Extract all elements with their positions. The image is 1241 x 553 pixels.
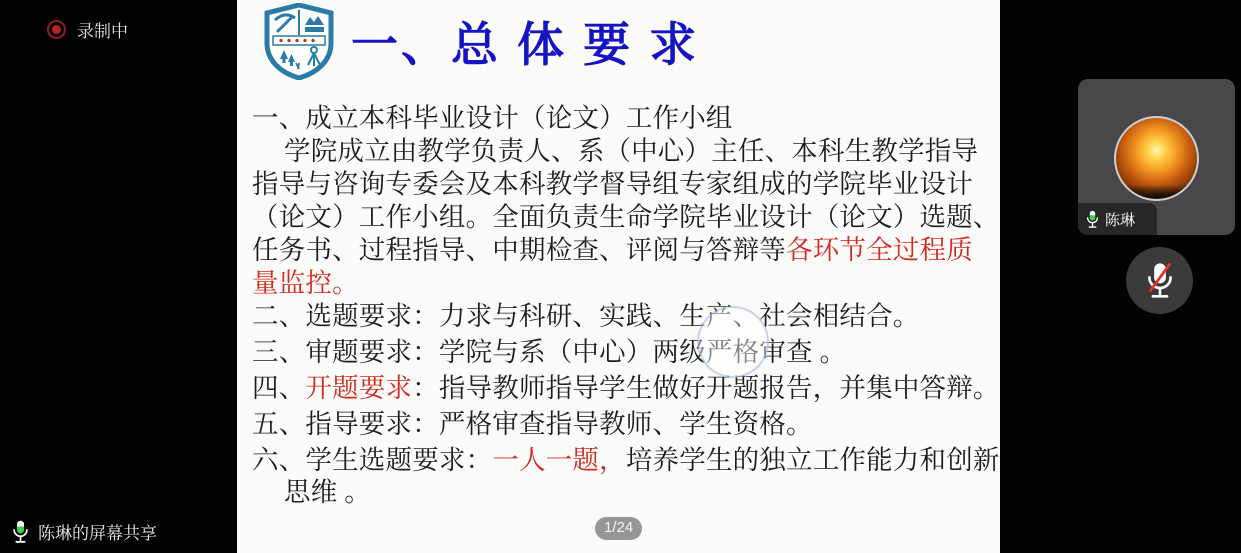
university-crest-logo — [263, 3, 335, 80]
page-indicator: 1/24 — [595, 517, 642, 540]
recording-label: 录制中 — [77, 22, 128, 41]
slide-line: 指导与咨询专委会及本科教学督导组专家组成的学院毕业设计 — [252, 169, 973, 199]
slide-line: 思维 。 — [284, 477, 371, 507]
slide-line: 五、指导要求：严格审查指导教师、学生资格。 — [252, 409, 813, 439]
microphone-icon — [12, 520, 29, 544]
participant-tile[interactable] — [1078, 79, 1235, 235]
participant-name: 陈琳 — [1105, 211, 1136, 229]
slide-line: 任务书、过程指导、中期检查、评阅与答辩等各环节全过程质 — [252, 235, 973, 265]
slide-line: （论文）工作小组。全面负责生命学院毕业设计（论文）选题、 — [252, 202, 1000, 232]
slide-line: 学院成立由教学负责人、系（中心）主任、本科生教学指导 — [284, 136, 979, 166]
slide-line: 量监控。 — [252, 268, 359, 298]
watermark-circle — [697, 306, 769, 378]
participant-name-bar — [1078, 203, 1157, 235]
share-label: 陈琳的屏幕共享 — [38, 524, 157, 543]
slide-line: 二、选题要求：力求与科研、实践、生产、社会相结合。 — [252, 301, 920, 331]
slide-line: 四、开题要求：指导教师指导学生做好开题报告，并集中答辩。 — [252, 373, 1000, 403]
slide-line: 一、成立本科毕业设计（论文）工作小组 — [252, 103, 733, 133]
recording-indicator — [47, 17, 128, 42]
slide-line: 六、学生选题要求：一人一题，培养学生的独立工作能力和创新 — [252, 445, 1000, 475]
slide-body — [252, 102, 1000, 509]
microphone-muted-icon — [1144, 261, 1176, 301]
screen-share-slide — [237, 0, 1000, 553]
slide-title: 一、总 体 要 求 — [351, 18, 700, 71]
screen-share-status — [12, 519, 157, 544]
microphone-icon — [1086, 210, 1099, 229]
participant-avatar — [1114, 116, 1199, 201]
slide-line: 三、审题要求：学院与系（中心）两级严格审查 。 — [252, 337, 847, 367]
recording-dot-icon — [47, 20, 66, 39]
mute-button[interactable] — [1126, 247, 1193, 314]
